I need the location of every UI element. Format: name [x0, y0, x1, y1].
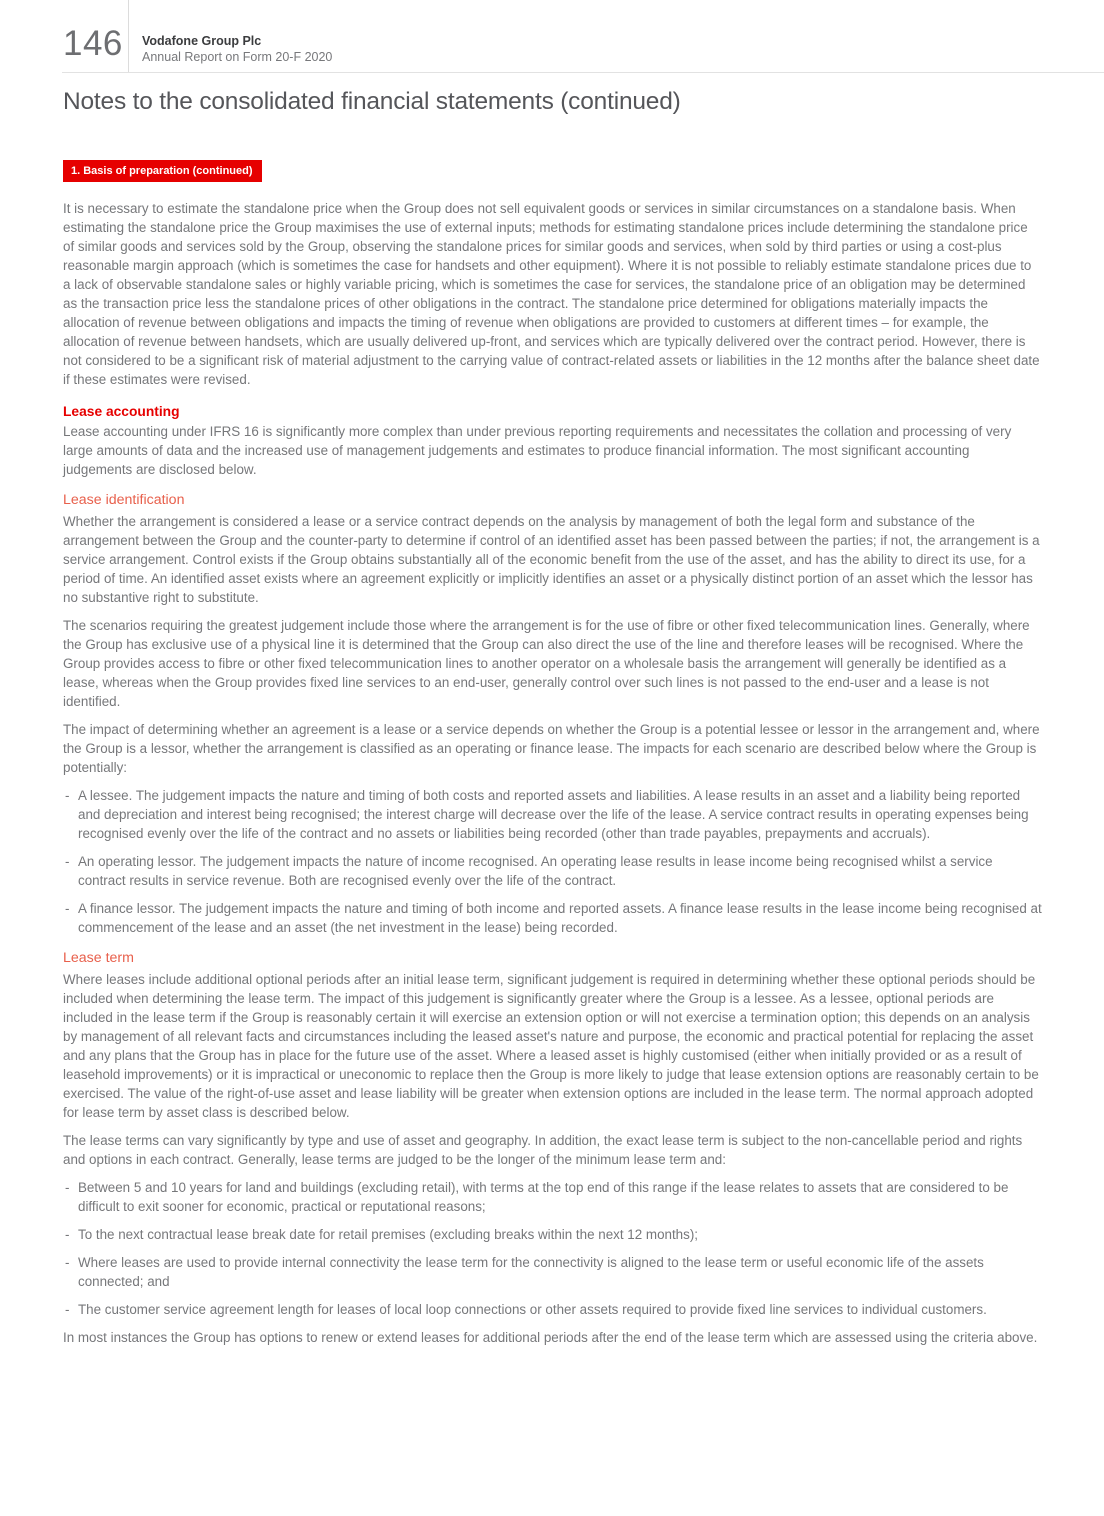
heading-lease-term: Lease term [63, 950, 134, 966]
company-name: Vodafone Group Plc [142, 34, 262, 48]
bullet-item: - Between 5 and 10 years for land and buildings (excluding retail), with terms at the top end of this range if the lease relates to assets that are considered to be difficult to exit sooner for economic, practical or reputational reasons; [63, 1178, 1042, 1216]
bullet-item: - An operating lessor. The judgement impacts the nature of income recognised. An operating lease results in lease income being recognised whilst a service contract results in service revenue. Both are recognised evenly over the life of the contract. [63, 852, 1042, 890]
page-title: Notes to the consolidated financial statements (continued) [63, 88, 681, 115]
header-brand-block [142, 33, 332, 65]
bullet-item: - The customer service agreement length for leases of local loop connections or other assets required to provide fixed line services to individual customers. [63, 1300, 1042, 1319]
header-rule [62, 72, 1104, 73]
bullet-item: - A finance lessor. The judgement impacts the nature and timing of both income and reported assets. A finance lease results in the lease income being recognised at commencement of the lease and an asset (the net investment in the lease) being recorded. [63, 899, 1042, 937]
lease-term-paragraph-2: The lease terms can vary significantly by type and use of asset and geography. In addition, the exact lease term is subject to the non-cancellable period and rights and options in each contract. Generally, lease terms are judged to be the longer of the minimum lease term and: [63, 1133, 1023, 1167]
page-number: 146 [63, 24, 123, 63]
lease-term-paragraph-3: In most instances the Group has options to renew or extend leases for additional periods after the end of the lease term which are assessed using the criteria above. [63, 1330, 1038, 1345]
header-vertical-divider [128, 0, 129, 72]
section-badge: 1. Basis of preparation (continued) [63, 160, 262, 182]
content-area [63, 88, 1042, 1356]
lease-identification-paragraph-3: The impact of determining whether an agreement is a lease or a service depends on whether the Group is a potential lessee or lessor in the arrangement and, where the Group is a lessor, whether the arrangement is classified as an operating or finance lease. The impacts for each scenario are described below where the Group is potentially: [63, 722, 1040, 775]
heading-lease-identification: Lease identification [63, 492, 185, 508]
lease-identification-bullet-list [63, 786, 1042, 937]
lease-term-bullet-list [63, 1178, 1042, 1319]
heading-lease-accounting: Lease accounting [63, 404, 180, 419]
report-subtitle: Annual Report on Form 20-F 2020 [142, 50, 333, 64]
lease-accounting-paragraph: Lease accounting under IFRS 16 is significantly more complex than under previous reporting requirements and necessitates the collation and processing of very large amounts of data and the increased use of management judgements and estimates to produce financial information. The most significant accounting judgements are disclosed below. [63, 424, 1012, 477]
lease-identification-paragraph-2: The scenarios requiring the greatest judgement include those where the arrangement is for the use of fibre or other fixed telecommunication lines. Generally, where the Group has exclusive use of a physical line it is determined that the Group can also direct the use of the line and therefore leases will be recognised. Where the Group provides access to fibre or other fixed telecommunication lines to another operator on a wholesale basis the arrangement will generally be identified as a lease, whereas when the Group provides fixed line services to an end-user, generally control over such lines is not passed to the end-user and a lease is not identified. [63, 618, 1030, 709]
bullet-item: - A lessee. The judgement impacts the nature and timing of both costs and reported assets and liabilities. A lease results in an asset and a liability being reported and depreciation and interest being recognised; the interest charge will decrease over the life of the lease. A service contract results in operating expenses being recognised evenly over the life of the contract and no assets or liabilities being recorded (other than trade payables, prepayments and accruals). [63, 786, 1042, 843]
intro-paragraph: It is necessary to estimate the standalone price when the Group does not sell equivalent goods or services in similar circumstances on a standalone basis. When estimating the standalone price the Group maximises the use of external inputs; methods for estimating standalone prices include determining the standalone price of similar goods and services sold by the Group, observing the standalone prices for similar goods and services, when sold by third parties or using a cost-plus reasonable margin approach (which is sometimes the case for handsets and other equipment). Where it is not possible to reliably estimate standalone prices due to a lack of observable standalone sales or highly variable pricing, which is sometimes the case for services, the standalone price of an obligation may be determined as the transaction price less the standalone prices of other obligations in the contract. The standalone price determined for obligations materially impacts the allocation of revenue between obligations and impacts the timing of revenue when obligations are provided to customers at different times – for example, the allocation of revenue between handsets, which are usually delivered up-front, and services which are typically delivered over the contract period. However, there is not considered to be a significant risk of material adjustment to the carrying value of contract-related assets or liabilities in the 12 months after the balance sheet date if these estimates were revised. [63, 201, 1040, 387]
bullet-item: - To the next contractual lease break date for retail premises (excluding breaks within the next 12 months); [63, 1225, 1042, 1244]
lease-identification-paragraph-1: Whether the arrangement is considered a lease or a service contract depends on the analysis by management of both the legal form and substance of the arrangement between the Group and the counter-party to determine if control of an identified asset has been passed between the parties; if not, the arrangement is a service arrangement. Control exists if the Group obtains substantially all of the economic benefit from the use of the asset, and has the ability to direct its use, for a period of time. An identified asset exists where an agreement explicitly or implicitly identifies an asset or a physically distinct portion of an asset which the lessor has no substantive right to substitute. [63, 514, 1040, 605]
bullet-item: - Where leases are used to provide internal connectivity the lease term for the connectivity is aligned to the lease term or useful economic life of the assets connected; and [63, 1253, 1042, 1291]
lease-term-paragraph-1: Where leases include additional optional periods after an initial lease term, significant judgement is required in determining whether these optional periods should be included when determining the lease term. The impact of this judgement is significantly greater where the Group is a lessee. As a lessee, optional periods are included in the lease term if the Group is reasonably certain it will exercise an extension option or will not exercise a termination option; this depends on an analysis by management of all relevant facts and circumstances including the leased asset's nature and purpose, the economic and practical potential for replacing the asset and any plans that the Group has in place for the future use of the asset. Where a leased asset is highly customised (either when initially provided or as a result of leasehold improvements) or it is impractical or uneconomic to replace then the Group is more likely to judge that lease extension options are reasonably certain to be exercised. The value of the right-of-use asset and lease liability will be greater when extension options are included in the lease term. The normal approach adopted for lease term by asset class is described below. [63, 972, 1039, 1120]
